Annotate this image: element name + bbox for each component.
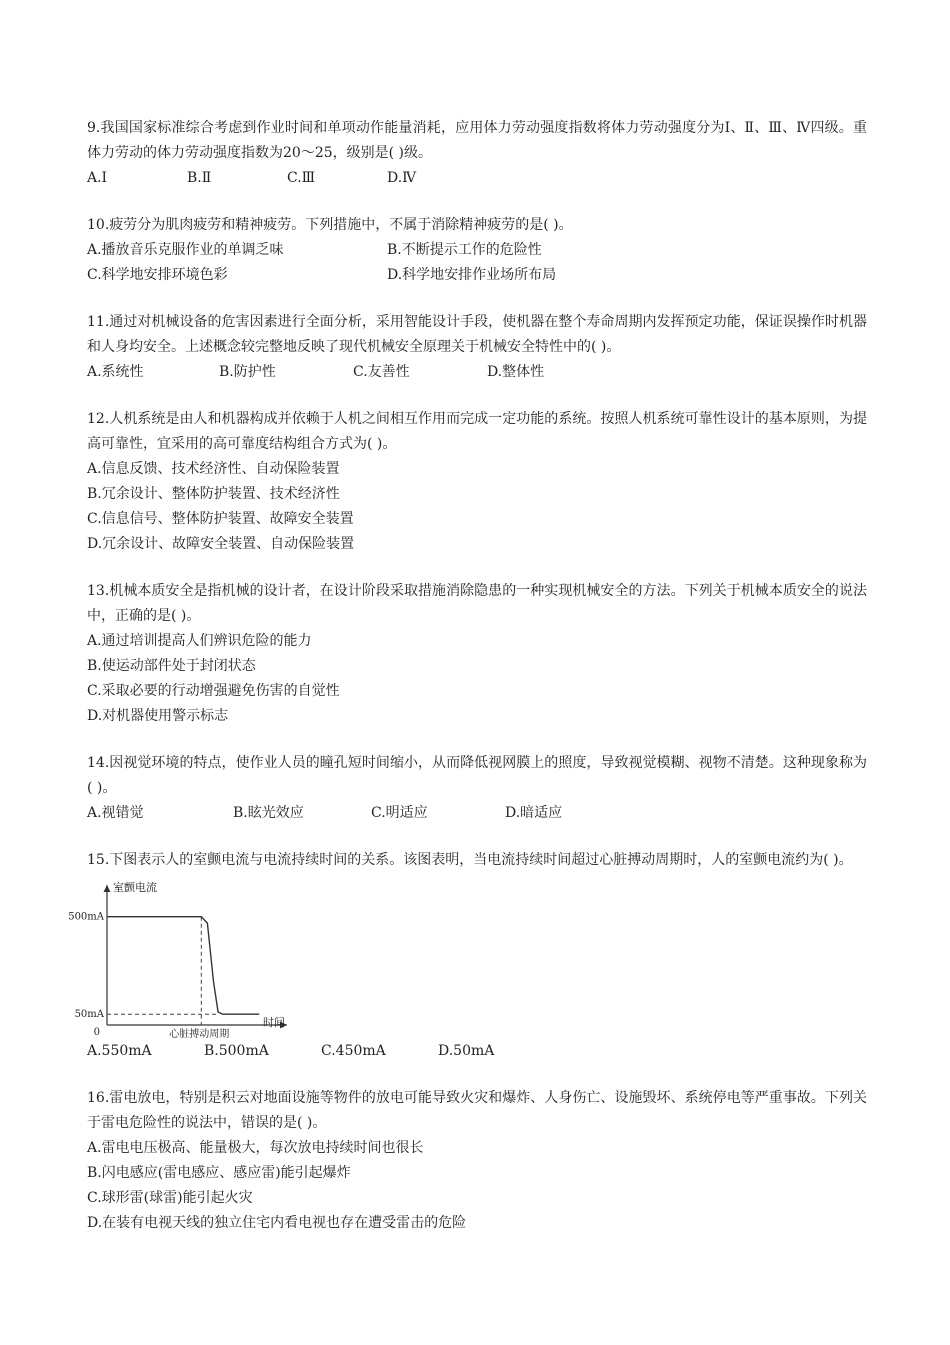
option-b[interactable]: B.不断提示工作的危险性 <box>387 242 542 258</box>
option-a[interactable]: A.Ⅰ <box>87 170 108 186</box>
options <box>87 238 867 288</box>
option-d[interactable]: D.Ⅳ <box>387 170 417 186</box>
question-stem: 11.通过对机械设备的危害因素进行全面分析，采用智能设计手段，使机器在整个寿命周期内发挥预定功能，保证误操作时机器和人身均安全。上述概念较完整地反映了现代机械安全原理关于机械安全特性中的( )。 <box>87 314 867 355</box>
options <box>87 457 867 557</box>
fibrillation-current-chart <box>68 877 307 1040</box>
origin-label: 0 <box>93 1027 100 1038</box>
option-a[interactable]: A.550mA <box>87 1043 152 1059</box>
options <box>87 1136 867 1236</box>
option-d[interactable]: D.整体性 <box>487 364 545 380</box>
question-10 <box>87 213 867 288</box>
option-c[interactable]: C.信息信号、整体防护装置、故障安全装置 <box>87 511 354 527</box>
question-16 <box>87 1086 867 1236</box>
option-d[interactable]: D.科学地安排作业场所布局 <box>387 267 557 283</box>
option-b[interactable]: B.闪电感应(雷电感应、感应雷)能引起爆炸 <box>87 1165 351 1181</box>
question-sheet <box>68 116 867 1258</box>
question-12 <box>87 407 867 557</box>
option-a[interactable]: A.播放音乐克服作业的单调乏味 <box>87 242 284 258</box>
option-c[interactable]: C.明适应 <box>371 805 428 821</box>
option-b[interactable]: B.500mA <box>204 1043 269 1059</box>
y-tick-50ma: 50mA <box>74 1009 104 1021</box>
y-tick-500ma: 500mA <box>68 911 104 923</box>
question-stem: 10.疲劳分为肌肉疲劳和精神疲劳。下列措施中，不属于消除精神疲劳的是( )。 <box>87 217 573 233</box>
option-d[interactable]: D.暗适应 <box>505 805 563 821</box>
question-13 <box>87 579 867 729</box>
option-a[interactable]: A.信息反馈、技术经济性、自动保险装置 <box>87 461 340 477</box>
question-stem: 16.雷电放电，特别是积云对地面设施等物件的放电可能导致火灾和爆炸、人身伤亡、设施毁坏、系统停电等严重事故。下列关于雷电危险性的说法中，错误的是( )。 <box>87 1090 867 1131</box>
option-c[interactable]: C.科学地安排环境色彩 <box>87 267 228 283</box>
option-a[interactable]: A.雷电电压极高、能量极大，每次放电持续时间也很长 <box>87 1140 424 1156</box>
options <box>87 166 867 191</box>
option-b[interactable]: B.Ⅱ <box>187 170 212 186</box>
chart-svg <box>68 877 307 1040</box>
option-b[interactable]: B.眩光效应 <box>233 805 304 821</box>
option-c[interactable]: C.Ⅲ <box>287 170 316 186</box>
option-b[interactable]: B.冗余设计、整体防护装置、技术经济性 <box>87 486 340 502</box>
question-11 <box>87 310 867 385</box>
option-a[interactable]: A.系统性 <box>87 364 144 380</box>
option-c[interactable]: C.采取必要的行动增强避免伤害的自觉性 <box>87 683 340 699</box>
option-c[interactable]: C.友善性 <box>353 364 410 380</box>
x-axis-label: 时间 <box>263 1016 285 1029</box>
question-stem: 14.因视觉环境的特点，使作业人员的瞳孔短时间缩小，从而降低视网膜上的照度，导致视觉模糊、视物不清楚。这种现象称为( )。 <box>87 755 867 796</box>
options <box>87 360 867 385</box>
option-b[interactable]: B.防护性 <box>219 364 276 380</box>
option-d[interactable]: D.冗余设计、故障安全装置、自动保险装置 <box>87 536 355 552</box>
option-d[interactable]: D.对机器使用警示标志 <box>87 708 229 724</box>
question-9 <box>87 116 867 191</box>
question-stem: 13.机械本质安全是指机械的设计者，在设计阶段采取措施消除隐患的一种实现机械安全的方法。下列关于机械本质安全的说法中，正确的是( )。 <box>87 583 867 624</box>
option-c[interactable]: C.球形雷(球雷)能引起火灾 <box>87 1190 253 1206</box>
x-marker-label: 心脏搏动周期 <box>169 1029 230 1040</box>
option-d[interactable]: D.在装有电视天线的独立住宅内看电视也存在遭受雷击的危险 <box>87 1215 467 1231</box>
question-15 <box>68 848 867 1064</box>
option-d[interactable]: D.50mA <box>438 1043 495 1059</box>
options <box>87 1039 867 1064</box>
option-a[interactable]: A.视错觉 <box>87 805 144 821</box>
y-axis-label: 室颤电流 <box>113 881 157 894</box>
series-line-fibrillation-current <box>107 917 259 1015</box>
option-a[interactable]: A.通过培训提高人们辨识危险的能力 <box>87 633 312 649</box>
options <box>87 629 867 729</box>
question-stem: 12.人机系统是由人和机器构成并依赖于人机之间相互作用而完成一定功能的系统。按照人机系统可靠性设计的基本原则，为提高可靠性，宜采用的高可靠度结构组合方式为( )。 <box>87 411 867 452</box>
question-14 <box>87 751 867 826</box>
option-b[interactable]: B.使运动部件处于封闭状态 <box>87 658 256 674</box>
options <box>87 801 867 826</box>
option-c[interactable]: C.450mA <box>321 1043 386 1059</box>
question-stem: 15.下图表示人的室颤电流与电流持续时间的关系。该图表明，当电流持续时间超过心脏搏动周期时，人的室颤电流约为( )。 <box>87 852 853 868</box>
question-stem: 9.我国国家标准综合考虑到作业时间和单项动作能量消耗，应用体力劳动强度指数将体力劳动强度分为Ⅰ、Ⅱ、Ⅲ、Ⅳ四级。重体力劳动的体力劳动强度指数为20～25，级别是( )级。 <box>87 120 867 161</box>
